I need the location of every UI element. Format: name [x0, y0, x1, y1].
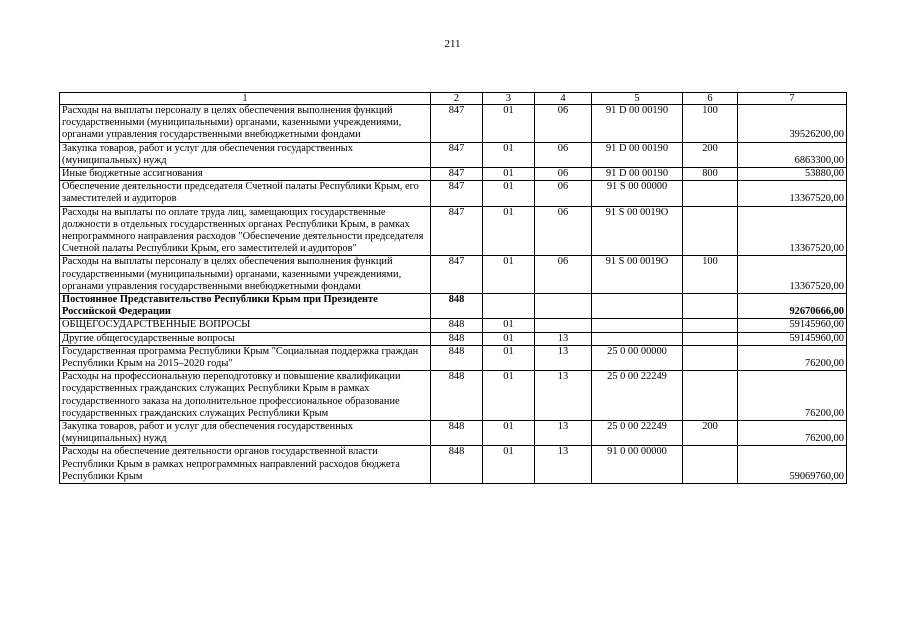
- admin-code-cell: 847: [431, 168, 483, 181]
- row-name-cell: ОБЩЕГОСУДАРСТВЕННЫЕ ВОПРОСЫ: [60, 319, 431, 332]
- target-article-cell: [592, 332, 683, 345]
- subsection-cell: [535, 294, 592, 319]
- budget-table: [59, 92, 847, 484]
- subsection-cell: 13: [535, 446, 592, 484]
- admin-code-cell: 848: [431, 332, 483, 345]
- section-cell: 01: [483, 168, 535, 181]
- subsection-cell: 06: [535, 105, 592, 143]
- admin-code-cell: 847: [431, 181, 483, 206]
- row-name-cell: Расходы на обеспечение деятельности органов государственной власти Республики Крым в рамках непрограммных направлений расходов бюджета Республики Крым: [60, 446, 431, 484]
- row-name-cell: Обеспечение деятельности председателя Счетной палаты Республики Крым, его заместителей и аудиторов: [60, 181, 431, 206]
- subsection-cell: 06: [535, 206, 592, 256]
- amount-cell: 6863300,00: [738, 142, 847, 167]
- admin-code-cell: 847: [431, 142, 483, 167]
- subsection-cell: 13: [535, 421, 592, 446]
- admin-code-cell: 848: [431, 294, 483, 319]
- row-name-cell: Другие общегосударственные вопросы: [60, 332, 431, 345]
- table-row: [60, 206, 847, 256]
- header-cell: 4: [535, 93, 592, 105]
- admin-code-cell: 848: [431, 371, 483, 421]
- section-cell: 01: [483, 142, 535, 167]
- amount-cell: 13367520,00: [738, 181, 847, 206]
- amount-cell: 13367520,00: [738, 206, 847, 256]
- row-name-cell: Закупка товаров, работ и услуг для обеспечения государственных (муниципальных) нужд: [60, 142, 431, 167]
- section-cell: 01: [483, 421, 535, 446]
- row-name-cell: Расходы на выплаты персоналу в целях обеспечения выполнения функций государственными (муниципальными) органами, казенными учреждениями, органами управления государственными внебюджетными фондами: [60, 105, 431, 143]
- table-row: [60, 142, 847, 167]
- section-cell: 01: [483, 345, 535, 370]
- row-name-cell: Постоянное Представительство Республики Крым при Президенте Российской Федерации: [60, 294, 431, 319]
- target-article-cell: 91 S 00 00000: [592, 181, 683, 206]
- header-cell: 5: [592, 93, 683, 105]
- subsection-cell: 13: [535, 332, 592, 345]
- header-cell: 1: [60, 93, 431, 105]
- expense-type-cell: [683, 181, 738, 206]
- table-row: [60, 256, 847, 294]
- section-cell: 01: [483, 319, 535, 332]
- subsection-cell: 06: [535, 256, 592, 294]
- expense-type-cell: 100: [683, 105, 738, 143]
- target-article-cell: [592, 294, 683, 319]
- target-article-cell: 91 D 00 00190: [592, 105, 683, 143]
- expense-type-cell: [683, 446, 738, 484]
- header-cell: 7: [738, 93, 847, 105]
- page-number: 211: [444, 38, 461, 50]
- header-cell: 6: [683, 93, 738, 105]
- table-row: [60, 345, 847, 370]
- target-article-cell: [592, 319, 683, 332]
- section-cell: 01: [483, 371, 535, 421]
- target-article-cell: 25 0 00 22249: [592, 421, 683, 446]
- table-row: [60, 105, 847, 143]
- admin-code-cell: 848: [431, 446, 483, 484]
- amount-cell: 59145960,00: [738, 319, 847, 332]
- header-cell: 2: [431, 93, 483, 105]
- subsection-cell: 13: [535, 371, 592, 421]
- target-article-cell: 91 D 00 00190: [592, 168, 683, 181]
- target-article-cell: 25 0 00 00000: [592, 345, 683, 370]
- section-cell: 01: [483, 105, 535, 143]
- row-name-cell: Расходы на выплаты персоналу в целях обеспечения выполнения функций государственными (муниципальными) органами, казенными учреждениями, органами управления государственными внебюджетными фондами: [60, 256, 431, 294]
- table-row: [60, 168, 847, 181]
- amount-cell: 59069760,00: [738, 446, 847, 484]
- subsection-cell: [535, 319, 592, 332]
- row-name-cell: Иные бюджетные ассигнования: [60, 168, 431, 181]
- expense-type-cell: [683, 332, 738, 345]
- section-cell: 01: [483, 332, 535, 345]
- section-cell: 01: [483, 206, 535, 256]
- table-row: [60, 319, 847, 332]
- section-cell: 01: [483, 446, 535, 484]
- subsection-cell: 13: [535, 345, 592, 370]
- subsection-cell: 06: [535, 142, 592, 167]
- expense-type-cell: 100: [683, 256, 738, 294]
- expense-type-cell: [683, 294, 738, 319]
- section-cell: 01: [483, 181, 535, 206]
- table-row: [60, 181, 847, 206]
- target-article-cell: 25 0 00 22249: [592, 371, 683, 421]
- admin-code-cell: 848: [431, 421, 483, 446]
- target-article-cell: 91 D 00 00190: [592, 142, 683, 167]
- target-article-cell: 91 0 00 00000: [592, 446, 683, 484]
- table-row: [60, 421, 847, 446]
- expense-type-cell: 800: [683, 168, 738, 181]
- expense-type-cell: [683, 345, 738, 370]
- target-article-cell: 91 S 00 0019O: [592, 256, 683, 294]
- table-row: [60, 332, 847, 345]
- amount-cell: 53880,00: [738, 168, 847, 181]
- expense-type-cell: [683, 206, 738, 256]
- admin-code-cell: 847: [431, 206, 483, 256]
- admin-code-cell: 848: [431, 319, 483, 332]
- row-name-cell: Государственная программа Республики Крым "Социальная поддержка граждан Республики Крым на 2015–2020 годы": [60, 345, 431, 370]
- table-header-row: [60, 93, 847, 105]
- subsection-cell: 06: [535, 181, 592, 206]
- row-name-cell: Закупка товаров, работ и услуг для обеспечения государственных (муниципальных) нужд: [60, 421, 431, 446]
- expense-type-cell: [683, 319, 738, 332]
- amount-cell: 76200,00: [738, 371, 847, 421]
- amount-cell: 92670666,00: [738, 294, 847, 319]
- header-cell: 3: [483, 93, 535, 105]
- expense-type-cell: 200: [683, 421, 738, 446]
- target-article-cell: 91 S 00 0019O: [592, 206, 683, 256]
- expense-type-cell: [683, 371, 738, 421]
- admin-code-cell: 847: [431, 256, 483, 294]
- expense-type-cell: 200: [683, 142, 738, 167]
- amount-cell: 39526200,00: [738, 105, 847, 143]
- section-cell: [483, 294, 535, 319]
- table-row: [60, 371, 847, 421]
- admin-code-cell: 847: [431, 105, 483, 143]
- table-row: [60, 446, 847, 484]
- admin-code-cell: 848: [431, 345, 483, 370]
- row-name-cell: Расходы на профессиональную переподготовку и повышение квалификации государственных гражданских служащих Республики Крым в рамках государственного заказа на дополнительное профессиональное образование государственных гражданских служащих Республики Крым: [60, 371, 431, 421]
- subsection-cell: 06: [535, 168, 592, 181]
- amount-cell: 76200,00: [738, 421, 847, 446]
- section-cell: 01: [483, 256, 535, 294]
- table-row: [60, 294, 847, 319]
- amount-cell: 13367520,00: [738, 256, 847, 294]
- amount-cell: 59145960,00: [738, 332, 847, 345]
- amount-cell: 76200,00: [738, 345, 847, 370]
- row-name-cell: Расходы на выплаты по оплате труда лиц, замещающих государственные должности в отдельных государственных органах Республики Крым, в рамках непрограммного направления расходов "Обеспечение деятельности председателя Счетной палаты Республики Крым, его заместителей и аудиторов": [60, 206, 431, 256]
